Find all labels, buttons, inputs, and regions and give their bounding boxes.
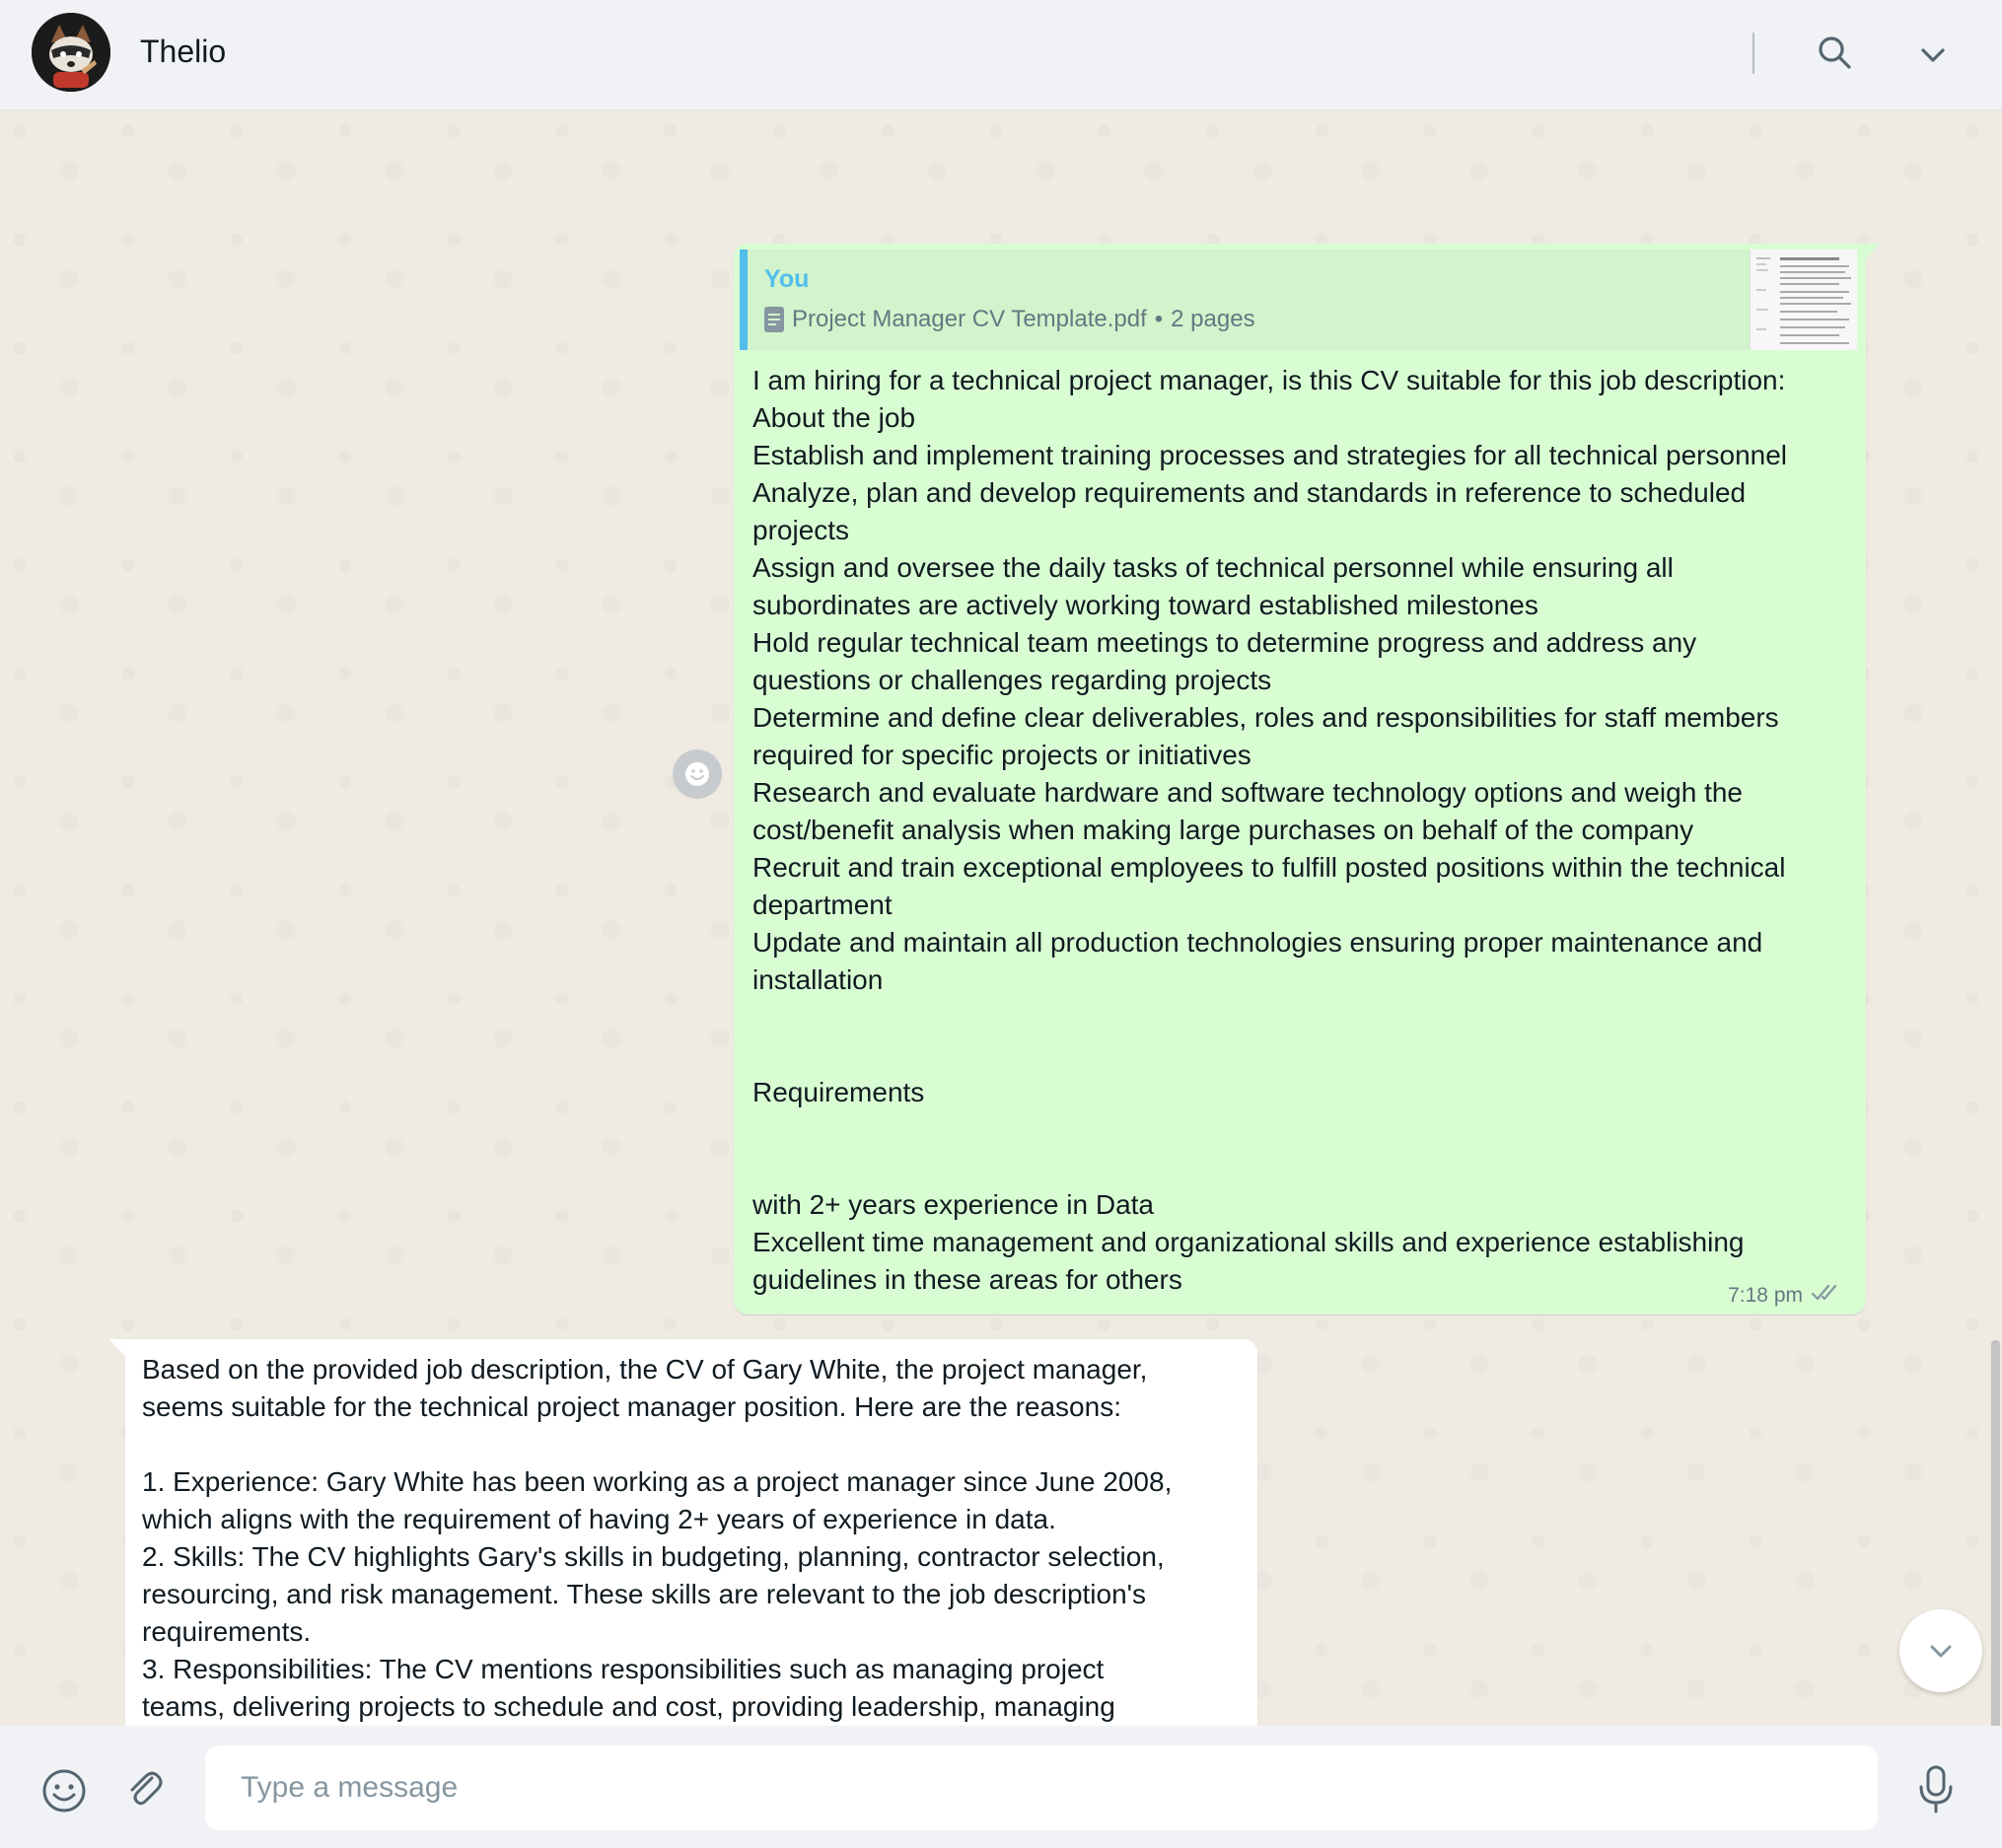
contact-name[interactable]: Thelio (140, 34, 227, 69)
contact-avatar[interactable] (32, 13, 110, 92)
paperclip-icon[interactable] (122, 1766, 168, 1812)
incoming-bubble-tail (109, 1339, 125, 1357)
quote-accent-bar (740, 249, 748, 350)
chevron-down-icon (1899, 1609, 1982, 1692)
chat-header (0, 0, 2002, 110)
document-icon (764, 307, 784, 332)
composer-bar (0, 1726, 2002, 1848)
scroll-to-bottom-button[interactable] (1899, 1609, 1982, 1692)
chat-area[interactable] (0, 111, 2002, 1726)
message-meta (1728, 1283, 1842, 1309)
smiley-icon (673, 749, 722, 799)
quote-file-info (764, 306, 1255, 333)
outgoing-bubble-tail (1864, 244, 1880, 261)
document-thumbnail (1750, 249, 1856, 350)
outgoing-message-text: I am hiring for a technical project manager, is this CV suitable for this job description: About the job Establish and implement training processes and strategies for all technical personnel Analyze, plan and develop requirements and standards in reference to scheduled projects Assign and oversee the daily tasks of technical personnel while ensuring all subordinates are actively working toward established milestones Hold regular technical team meetings to determine progress and address any questions or challenges regarding projects Determine and define clear deliverables, roles and responsibilities for staff members required for specific projects or initiatives Research and evaluate hardware and software technology options and weigh the cost/benefit analysis when making large purchases on behalf of the company Recruit and train exceptional employees to fulfill posted positions within the technical department Update and maintain all production technologies ensuring proper maintenance and installation Requirements with 2+ years experience in Data Excellent time management and organizational skills and experience establishing guidelines in these areas for others (752, 365, 1788, 1295)
quote-file-separator: • (1154, 306, 1164, 332)
search-icon[interactable] (1815, 33, 1854, 72)
react-emoji-button[interactable] (673, 749, 722, 799)
chevron-down-icon[interactable] (1913, 35, 1953, 74)
emoji-icon[interactable] (41, 1768, 87, 1813)
quoted-document[interactable] (740, 249, 1856, 350)
quote-file-name: Project Manager CV Template.pdf (792, 306, 1147, 332)
header-divider (1752, 33, 1754, 74)
message-input[interactable] (205, 1745, 1878, 1830)
incoming-message-text: Based on the provided job description, the CV of Gary White, the project manager, seems suitable for the technical project manager position. Here are the reasons: 1. Experience: Gary White has been working as a project manager since June 2008, which aligns with the requirement of having 2+ years of experience in data. 2. Skills: The CV highlights Gary's skills in budgeting, planning, contractor selection, resourcing, and risk management. These skills are relevant to the job description's requirements. 3. Responsibilities: The CV mentions responsibilities such as managing project teams, delivering projects to schedule and cost, providing leadership, managing (142, 1354, 1173, 1722)
quote-file-pages: 2 pages (1171, 306, 1255, 332)
message-time: 7:18 pm (1728, 1284, 1803, 1307)
microphone-icon[interactable] (1917, 1765, 1955, 1814)
raccoon-avatar-icon (32, 13, 110, 92)
outgoing-message[interactable] (734, 244, 1866, 1315)
scrollbar-thumb[interactable] (1991, 1340, 2000, 1731)
double-check-icon (1811, 1283, 1842, 1309)
quote-author: You (764, 265, 810, 293)
